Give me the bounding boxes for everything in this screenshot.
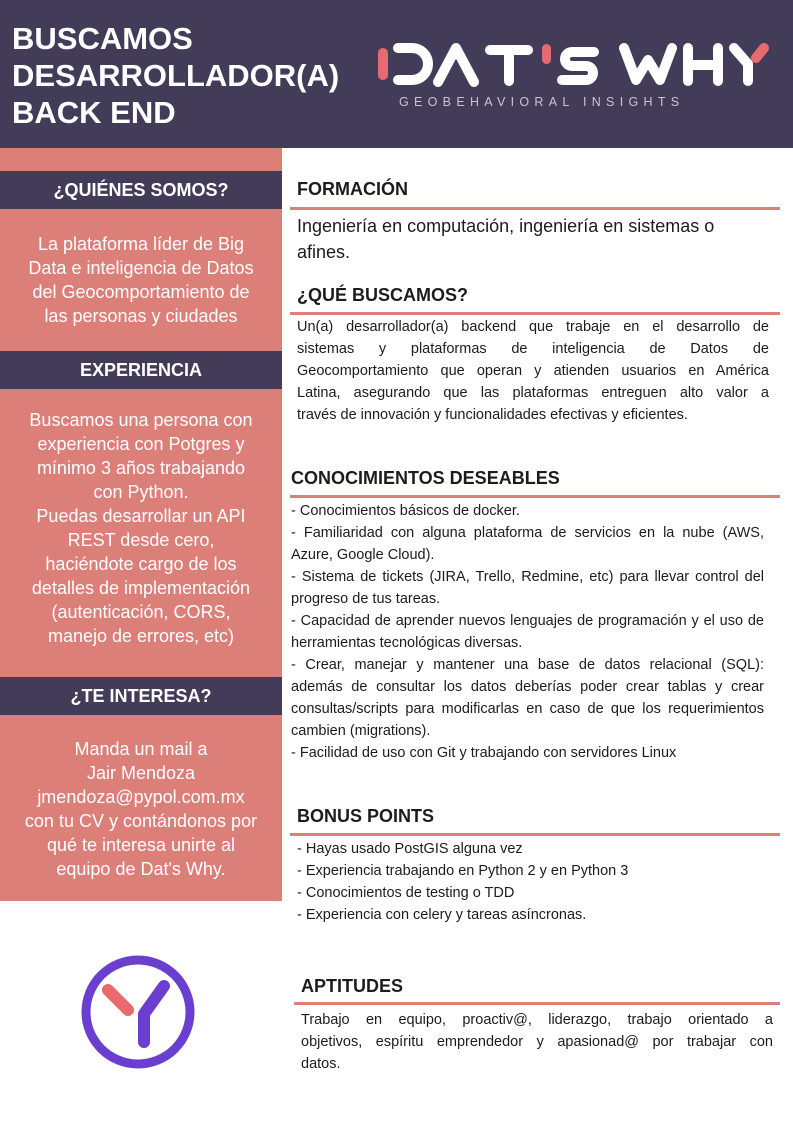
job-title-line: BACK END (12, 95, 176, 130)
aptitudes-line: Trabajo en equipo, proactiv@, liderazgo, trabajo orientado a (301, 1012, 773, 1028)
interest-line: Jair Mendoza (86, 763, 196, 783)
list-item: - Sistema de tickets (JIRA, Trello, Redmine, etc) para llevar control del progreso de tus tareas. (291, 569, 764, 607)
buscamos-line: Un(a) desarrollador(a) backend que trabaje en el desarrollo de (297, 319, 769, 335)
aptitudes-text (301, 1009, 773, 1075)
experience-line: mínimo 3 años trabajando (36, 458, 246, 478)
list-item: - Hayas usado PostGIS alguna vez (297, 841, 523, 857)
buscamos-heading: ¿QUÉ BUSCAMOS? (297, 285, 468, 305)
experience-line: (autenticación, CORS, (51, 602, 231, 622)
brand-tagline: GEOBEHAVIORAL INSIGHTS (399, 95, 685, 109)
experience-line: manejo de errores, etc) (47, 626, 235, 646)
bonus-heading: BONUS POINTS (297, 806, 435, 826)
formacion-divider (290, 207, 780, 210)
list-item: - Experiencia trabajando en Python 2 y en Python 3 (297, 863, 629, 879)
aptitudes-divider (294, 1002, 780, 1005)
aptitudes-heading: APTITUDES (301, 976, 404, 996)
bonus-list (297, 838, 767, 926)
about-line: las personas y ciudades (44, 306, 238, 326)
experience-heading: EXPERIENCIA (0, 351, 282, 389)
sidebar (0, 148, 282, 901)
interest-text (8, 737, 274, 881)
job-title-line: BUSCAMOS (12, 21, 193, 56)
buscamos-divider (290, 312, 780, 315)
conocimientos-divider (290, 495, 780, 498)
experience-line: experiencia con Potgres y (37, 434, 245, 454)
experience-line: haciéndote cargo de los (45, 554, 237, 574)
buscamos-line: Geocomportamiento que operan y atienden usuarios en América (297, 363, 769, 379)
interest-line: Manda un mail a (74, 739, 208, 759)
job-title (12, 20, 339, 131)
buscamos-line: sistemas y plataformas de inteligencia de Datos de (297, 341, 769, 357)
buscamos-text (297, 316, 769, 426)
experience-line: con Python. (93, 482, 189, 502)
list-item: - Conocimientos de testing o TDD (297, 885, 515, 901)
buscamos-line: través de innovación y funcionalidades efectivas y eficientes. (297, 407, 688, 423)
job-title-line: DESARROLLADOR(A) (12, 58, 340, 93)
experience-text (8, 408, 274, 648)
about-heading: ¿QUIÉNES SOMOS? (0, 171, 282, 209)
interest-line: qué te interesa unirte al (46, 835, 236, 855)
header-banner (0, 0, 793, 148)
buscamos-line: Latina, asegurando que las plataformas entreguen alto valor a (297, 385, 769, 401)
conocimientos-list (291, 500, 764, 764)
interest-line: con tu CV y contándonos por (24, 811, 258, 831)
contact-email-link[interactable]: jmendoza@pypol.com.mx (37, 787, 245, 807)
list-item: - Facilidad de uso con Git y trabajando con servidores Linux (291, 745, 677, 761)
about-line: Data e inteligencia de Datos (28, 258, 254, 278)
list-item: - Familiaridad con alguna plataforma de servicios en la nube (AWS, Azure, Google Cloud). (291, 525, 764, 563)
about-text (8, 232, 274, 328)
interest-heading: ¿TE INTERESA? (0, 677, 282, 715)
formacion-text (297, 213, 769, 265)
experience-line: detalles de implementación (31, 578, 251, 598)
list-item: - Experiencia con celery y tareas asíncronas. (297, 907, 587, 923)
about-line: La plataforma líder de Big (37, 234, 245, 254)
list-item: - Conocimientos básicos de docker. (291, 503, 520, 519)
formacion-heading: FORMACIÓN (297, 179, 408, 199)
list-item: - Capacidad de aprender nuevos lenguajes de programación y el uso de herramientas tecnológicas diversas. (291, 613, 764, 651)
y-circle-logo-icon (78, 952, 198, 1072)
conocimientos-heading: CONOCIMIENTOS DESEABLES (291, 468, 560, 488)
experience-line: REST desde cero, (67, 530, 215, 550)
about-line: del Geocomportamiento de (32, 282, 250, 302)
bonus-divider (290, 833, 780, 836)
aptitudes-line: objetivos, espíritu emprendedor y apasionad@ por trabajar con (301, 1034, 773, 1050)
aptitudes-line: datos. (301, 1056, 341, 1072)
formacion-line: Ingeniería en computación, ingeniería en sistemas o (297, 216, 715, 236)
list-item: - Crear, manejar y mantener una base de datos relacional (SQL): además de consultar los datos deberías poder crear tablas y crear consultas/scripts para modificarlas en caso de que los requerimientos cambien (migrations). (291, 657, 764, 739)
formacion-line: afines. (297, 242, 351, 262)
interest-line: equipo de Dat's Why. (56, 859, 226, 879)
experience-line: Buscamos una persona con (29, 410, 253, 430)
experience-line: Puedas desarrollar un API (36, 506, 246, 526)
